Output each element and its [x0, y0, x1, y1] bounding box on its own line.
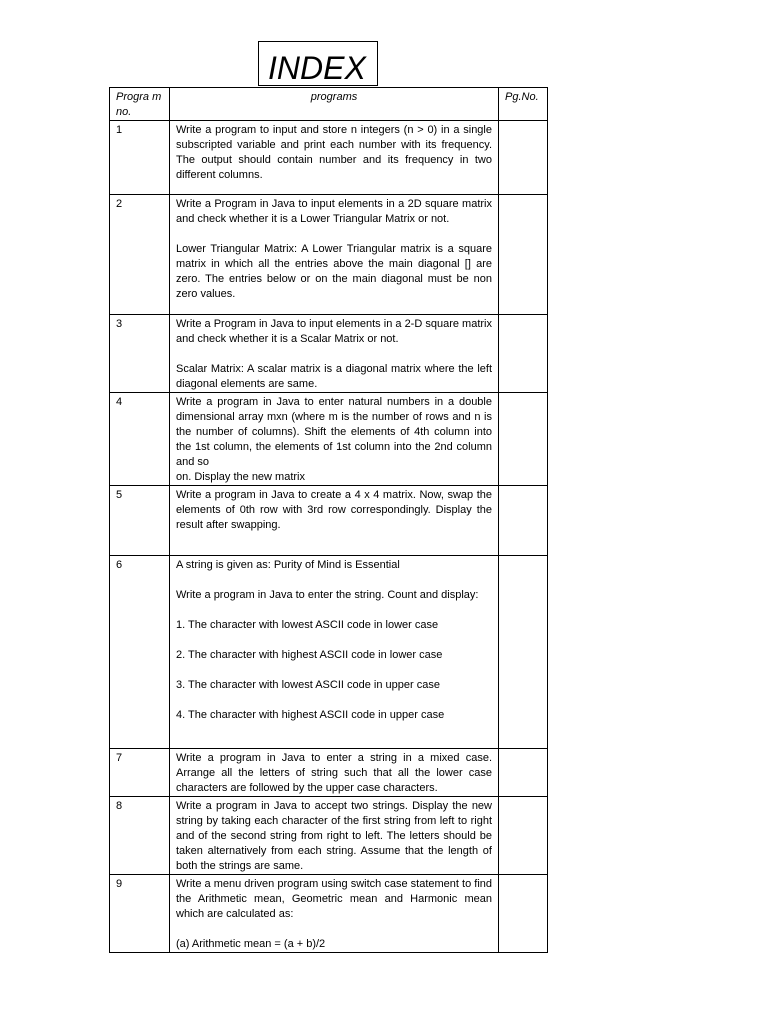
program-paragraph: Write a Program in Java to input elements in a 2D square matrix and check whether it is a Lower Triangular Matrix or not. — [176, 198, 492, 225]
program-paragraph: Write a program in Java to create a 4 x 4 matrix. Now, swap the elements of 0th row with 3rd row correspondingly. Display the result after swapping. — [176, 489, 492, 531]
program-paragraph: Write a menu driven program using switch case statement to find the Arithmetic mean, Geometric mean and Harmonic mean which are calculated as: — [176, 878, 492, 920]
page-number-cell — [499, 195, 548, 315]
page-number-cell — [499, 315, 548, 393]
page-number-cell — [499, 121, 548, 195]
table-row — [110, 875, 548, 953]
program-number: 4 — [110, 393, 170, 486]
program-description — [170, 749, 499, 797]
header-page-no: Pg.No. — [499, 88, 548, 121]
program-description — [170, 315, 499, 393]
page-number-cell — [499, 393, 548, 486]
index-table — [109, 87, 548, 953]
program-paragraph: A string is given as: Purity of Mind is Essential — [176, 559, 400, 571]
program-paragraph: Write a program in Java to enter a string in a mixed case. Arrange all the letters of string such that all the lower case characters are followed by the upper case characters. — [176, 752, 492, 794]
program-description — [170, 797, 499, 875]
table-row — [110, 315, 548, 393]
page-number-cell — [499, 749, 548, 797]
header-program-no: Progra m no. — [110, 88, 170, 121]
program-paragraph: Lower Triangular Matrix: A Lower Triangular matrix is a square matrix in which all the entries above the main diagonal [] are zero. The entries below or on the main diagonal must be non zero values. — [176, 243, 492, 300]
program-description — [170, 486, 499, 556]
program-number: 5 — [110, 486, 170, 556]
program-paragraph: on. Display the new matrix — [176, 471, 305, 483]
index-title-box — [258, 41, 378, 86]
program-number: 9 — [110, 875, 170, 953]
table-row — [110, 195, 548, 315]
index-title: INDEX — [268, 50, 366, 86]
program-paragraph: Write a program in Java to accept two strings. Display the new string by taking each character of the first string from left to right and of the second string from right to left. The letters should be taken alternatively from each string. Assume that the length of both the strings are same. — [176, 800, 492, 872]
program-description — [170, 195, 499, 315]
program-paragraph: Scalar Matrix: A scalar matrix is a diagonal matrix where the left diagonal elements are same. — [176, 363, 492, 390]
program-description — [170, 393, 499, 486]
program-paragraph: 1. The character with lowest ASCII code in lower case — [176, 619, 439, 631]
program-paragraph: (a) Arithmetic mean = (a + b)/2 — [176, 938, 326, 950]
program-paragraph: Write a program in Java to enter the string. Count and display: — [176, 589, 479, 601]
table-row — [110, 797, 548, 875]
table-row — [110, 121, 548, 195]
header-programs: programs — [170, 88, 499, 121]
table-row — [110, 393, 548, 486]
program-paragraph: Write a Program in Java to input elements in a 2-D square matrix and check whether it is a Scalar Matrix or not. — [176, 318, 492, 345]
page-number-cell — [499, 556, 548, 749]
table-row — [110, 486, 548, 556]
program-paragraph: 3. The character with lowest ASCII code in upper case — [176, 679, 440, 691]
program-number: 3 — [110, 315, 170, 393]
program-paragraph: 2. The character with highest ASCII code in lower case — [176, 649, 443, 661]
program-description — [170, 556, 499, 749]
table-row — [110, 749, 548, 797]
program-number: 2 — [110, 195, 170, 315]
program-number: 7 — [110, 749, 170, 797]
program-number: 8 — [110, 797, 170, 875]
program-number: 1 — [110, 121, 170, 195]
header-row — [110, 88, 548, 121]
program-description — [170, 875, 499, 953]
program-paragraph: Write a program to input and store n integers (n > 0) in a single subscripted variable and print each number with its frequency. The output should contain number and its frequency in two different columns. — [176, 124, 492, 181]
program-description — [170, 121, 499, 195]
page-number-cell — [499, 875, 548, 953]
page-number-cell — [499, 486, 548, 556]
program-number: 6 — [110, 556, 170, 749]
table-row — [110, 556, 548, 749]
program-paragraph: 4. The character with highest ASCII code in upper case — [176, 709, 445, 721]
program-paragraph: Write a program in Java to enter natural numbers in a double dimensional array mxn (where m is the number of rows and n is the number of columns). Shift the elements of 4th column into the 1st column, the elements of 1st column into the 2nd column and so — [176, 396, 492, 468]
page-number-cell — [499, 797, 548, 875]
